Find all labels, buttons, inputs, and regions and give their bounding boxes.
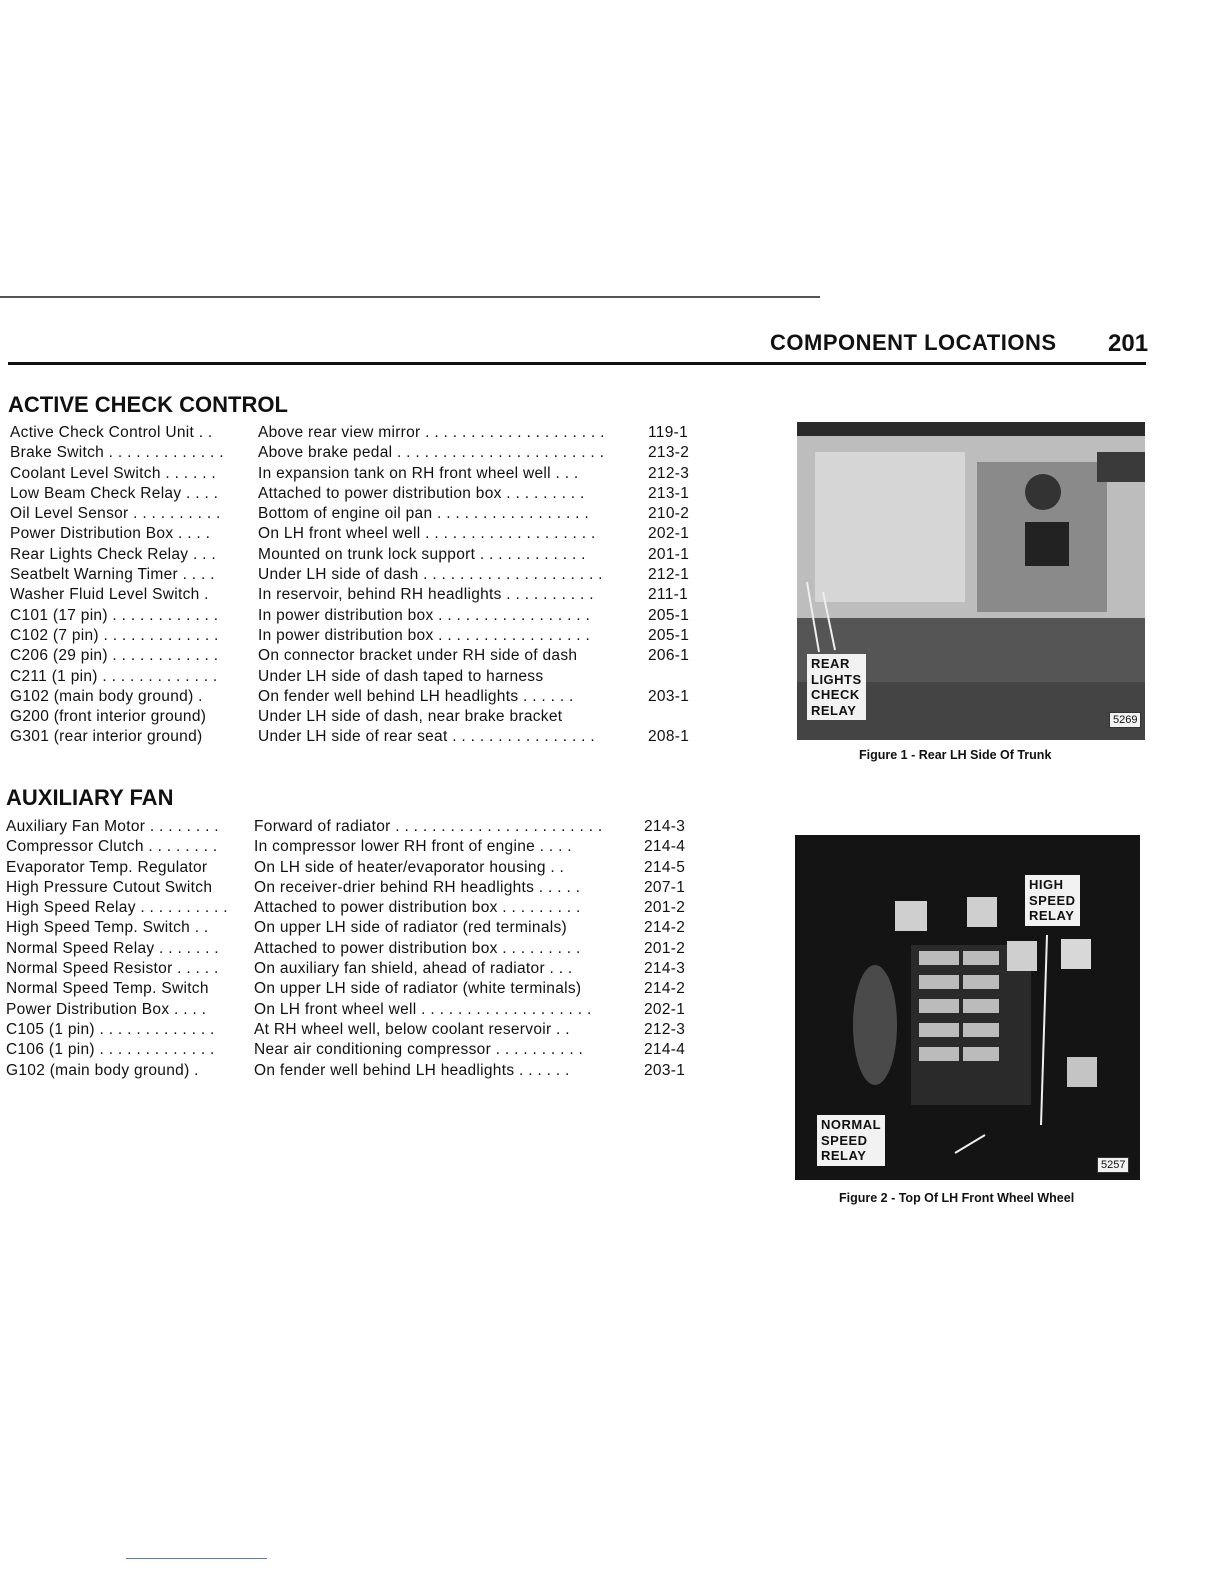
- section-title-active-check-control: ACTIVE CHECK CONTROL: [8, 392, 288, 417]
- component-name: Washer Fluid Level Switch .: [10, 586, 209, 604]
- component-name: G200 (front interior ground): [10, 708, 207, 726]
- component-location: On upper LH side of radiator (white terminals): [254, 980, 582, 998]
- top-rule: [0, 296, 820, 298]
- component-name: High Speed Relay . . . . . . . . . .: [6, 899, 228, 917]
- figure-reference: 213-2: [648, 444, 690, 462]
- photo-number: 5257: [1097, 1157, 1129, 1173]
- component-name: Power Distribution Box . . . .: [6, 1000, 207, 1018]
- component-location: In compressor lower RH front of engine . . . .: [254, 838, 572, 856]
- component-name: Oil Level Sensor . . . . . . . . . .: [10, 505, 221, 523]
- component-name: C211 (1 pin) . . . . . . . . . . . . .: [10, 667, 218, 685]
- figure-reference: 201-2: [644, 899, 686, 917]
- figure-reference: 201-1: [648, 545, 690, 563]
- label-line: SPEED: [1029, 892, 1076, 908]
- component-location: Bottom of engine oil pan . . . . . . . . . . . . . . . . .: [258, 505, 589, 523]
- figure-reference: 212-3: [644, 1020, 686, 1038]
- component-name: Compressor Clutch . . . . . . . .: [6, 838, 218, 856]
- component-location: At RH wheel well, below coolant reservoir . .: [254, 1020, 570, 1038]
- header-rule: [8, 362, 1146, 365]
- section-title-auxiliary-fan: AUXILIARY FAN: [6, 785, 174, 810]
- figure-reference: 214-4: [644, 1041, 686, 1059]
- component-location: On fender well behind LH headlights . . . . . .: [254, 1061, 570, 1079]
- component-name: Power Distribution Box . . . .: [10, 525, 211, 543]
- figure-reference: 203-1: [648, 687, 690, 705]
- figure-reference: 214-2: [644, 919, 686, 937]
- component-location: On fender well behind LH headlights . . . . . .: [258, 687, 574, 705]
- component-name: Active Check Control Unit . .: [10, 424, 213, 441]
- component-name: Normal Speed Resistor . . . . .: [6, 960, 219, 978]
- component-name: Low Beam Check Relay . . . .: [10, 484, 219, 502]
- figure-reference: 205-1: [648, 626, 690, 644]
- component-location: On connector bracket under RH side of dash: [258, 647, 578, 665]
- figure-reference: 208-1: [648, 728, 690, 746]
- component-location: Under LH side of rear seat . . . . . . . . . . . . . . . .: [258, 728, 595, 746]
- page-header-title: COMPONENT LOCATIONS: [770, 330, 1057, 355]
- figure-2-photo: [795, 835, 1140, 1180]
- label-line: CHECK: [811, 687, 860, 702]
- component-name: Evaporator Temp. Regulator: [6, 858, 208, 876]
- component-location: On upper LH side of radiator (red terminals): [254, 919, 567, 937]
- component-name: High Speed Temp. Switch . .: [6, 919, 209, 937]
- component-name: C102 (7 pin) . . . . . . . . . . . . .: [10, 626, 219, 644]
- label-line: REAR: [811, 656, 850, 671]
- component-location: Attached to power distribution box . . . . . . . . .: [254, 939, 581, 957]
- normal-speed-relay-label: [817, 1115, 885, 1166]
- label-line: SPEED: [821, 1132, 868, 1148]
- figure-reference: 202-1: [648, 525, 690, 543]
- figure-reference: 212-3: [648, 464, 690, 482]
- component-location: Attached to power distribution box . . . . . . . . .: [258, 484, 585, 502]
- label-line: LIGHTS: [811, 671, 862, 687]
- footer-line: [126, 1558, 267, 1559]
- component-location: Mounted on trunk lock support . . . . . . . . . . . .: [258, 545, 586, 563]
- label-line: RELAY: [821, 1148, 867, 1163]
- figure-reference: 207-1: [644, 878, 686, 896]
- component-name: Normal Speed Relay . . . . . . .: [6, 939, 219, 957]
- label-line: HIGH: [1029, 877, 1064, 892]
- component-location: In reservoir, behind RH headlights . . . . . . . . . .: [258, 586, 594, 604]
- component-name: G102 (main body ground) .: [6, 1061, 199, 1079]
- component-location: On auxiliary fan shield, ahead of radiator . . .: [254, 960, 573, 978]
- figure-reference: 213-1: [648, 484, 690, 502]
- component-name: C101 (17 pin) . . . . . . . . . . . .: [10, 606, 219, 624]
- component-name: Auxiliary Fan Motor . . . . . . . .: [6, 818, 219, 835]
- figure-reference: 201-2: [644, 939, 686, 957]
- component-location: On LH front wheel well . . . . . . . . . . . . . . . . . . .: [254, 1000, 592, 1018]
- component-name: G301 (rear interior ground): [10, 728, 203, 746]
- component-name: Rear Lights Check Relay . . .: [10, 545, 216, 563]
- figure-reference: 205-1: [648, 606, 690, 624]
- label-line: RELAY: [1029, 908, 1075, 923]
- component-location: Under LH side of dash . . . . . . . . . . . . . . . . . . . .: [258, 566, 603, 584]
- component-location: Above rear view mirror . . . . . . . . . . . . . . . . . . . .: [258, 424, 605, 441]
- component-location: On LH side of heater/evaporator housing . .: [254, 858, 565, 876]
- high-speed-relay-label: [1025, 875, 1080, 926]
- figure-reference: 211-1: [648, 586, 688, 604]
- figure-reference: 119-1: [648, 424, 688, 441]
- component-location: In expansion tank on RH front wheel well . . .: [258, 464, 579, 482]
- label-line: RELAY: [811, 702, 857, 718]
- figure-reference: 212-1: [648, 566, 690, 584]
- component-name: Normal Speed Temp. Switch: [6, 980, 209, 998]
- component-name: C106 (1 pin) . . . . . . . . . . . . .: [6, 1041, 215, 1059]
- figure-reference: 214-3: [644, 818, 686, 835]
- component-name: Coolant Level Switch . . . . . .: [10, 464, 217, 482]
- component-location: In power distribution box . . . . . . . . . . . . . . . . .: [258, 606, 591, 624]
- component-name: G102 (main body ground) .: [10, 687, 203, 705]
- component-location: Attached to power distribution box . . . . . . . . .: [254, 899, 581, 917]
- component-name: Seatbelt Warning Timer . . . .: [10, 566, 215, 584]
- figure-reference: 214-3: [644, 960, 686, 978]
- component-location: On receiver-drier behind RH headlights . . . . .: [254, 878, 581, 896]
- component-location: Forward of radiator . . . . . . . . . . . . . . . . . . . . . . .: [254, 818, 603, 835]
- figure-reference: 203-1: [644, 1061, 686, 1079]
- component-name: Brake Switch . . . . . . . . . . . . .: [10, 444, 224, 462]
- component-name: High Pressure Cutout Switch: [6, 878, 213, 896]
- component-location: Under LH side of dash, near brake bracket: [258, 708, 563, 726]
- component-location: Near air conditioning compressor . . . . . . . . . .: [254, 1041, 584, 1059]
- component-name: C105 (1 pin) . . . . . . . . . . . . .: [6, 1020, 215, 1038]
- figure-1-photo: [797, 422, 1145, 740]
- component-name: C206 (29 pin) . . . . . . . . . . . .: [10, 647, 219, 665]
- figure-reference: 206-1: [648, 647, 690, 665]
- figure-reference: 214-4: [644, 838, 686, 856]
- component-location: Under LH side of dash taped to harness: [258, 667, 544, 685]
- figure-reference: 214-2: [644, 980, 686, 998]
- component-location: In power distribution box . . . . . . . . . . . . . . . . .: [258, 626, 591, 644]
- page-number: 201: [1108, 330, 1149, 357]
- figure-reference: 202-1: [644, 1000, 686, 1018]
- photo-number: 5269: [1109, 712, 1141, 728]
- rear-lights-check-relay-label: [807, 654, 866, 720]
- figure-reference: 210-2: [648, 505, 690, 523]
- figure-1-caption: Figure 1 - Rear LH Side Of Trunk: [859, 748, 1052, 762]
- label-line: NORMAL: [821, 1117, 882, 1132]
- figure-reference: 214-5: [644, 858, 686, 876]
- component-location: On LH front wheel well . . . . . . . . . . . . . . . . . . .: [258, 525, 596, 543]
- figure-2-caption: Figure 2 - Top Of LH Front Wheel Wheel: [839, 1191, 1075, 1205]
- component-location: Above brake pedal . . . . . . . . . . . . . . . . . . . . . . .: [258, 444, 605, 462]
